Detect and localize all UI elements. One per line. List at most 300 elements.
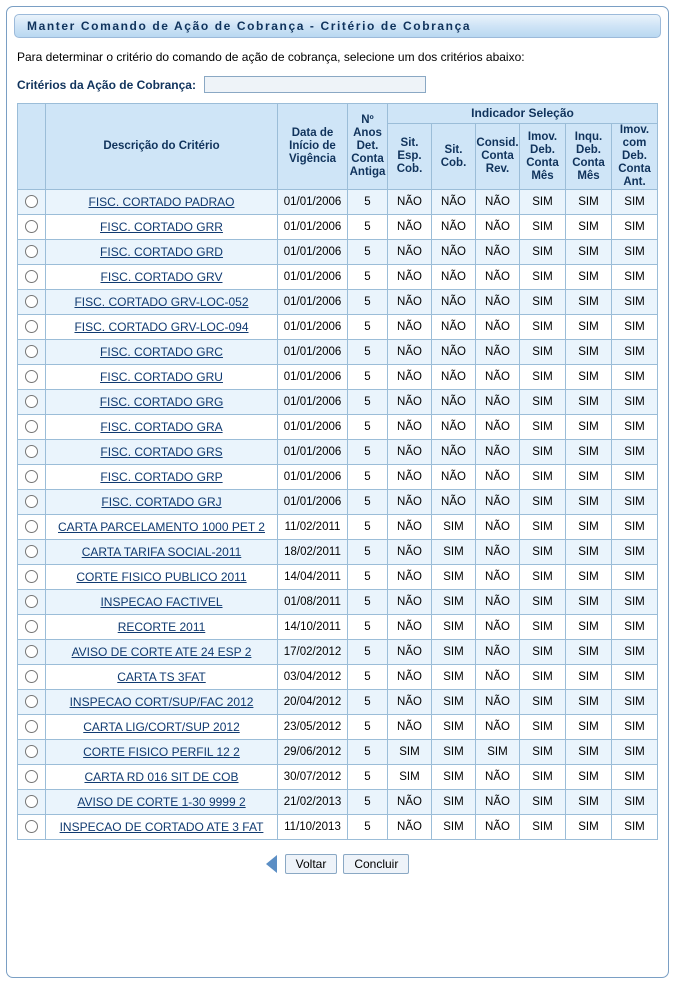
row-inqu-deb-conta-mes-cell: SIM <box>566 564 612 589</box>
row-imov-deb-conta-mes-cell: SIM <box>520 264 566 289</box>
header-indicador-selecao: Indicador Seleção <box>388 104 658 124</box>
row-descricao-link[interactable]: FISC. CORTADO GRG <box>99 394 224 409</box>
table-row[interactable] <box>18 264 658 289</box>
row-select-cell[interactable] <box>18 639 46 664</box>
concluir-button[interactable]: Concluir <box>343 854 409 874</box>
row-anos-cell: 5 <box>348 289 388 314</box>
row-descricao-link[interactable]: INSPECAO DE CORTADO ATE 3 FAT <box>59 819 264 834</box>
row-data-inicio-cell: 01/01/2006 <box>278 314 348 339</box>
row-descricao-cell[interactable] <box>46 664 278 689</box>
row-data-inicio-cell: 20/04/2012 <box>278 689 348 714</box>
row-imov-com-deb-conta-ant-cell: SIM <box>612 789 658 814</box>
row-sit-esp-cob-cell: NÃO <box>388 589 432 614</box>
row-descricao-cell[interactable] <box>46 289 278 314</box>
row-imov-deb-conta-mes-cell: SIM <box>520 389 566 414</box>
row-descricao-cell[interactable] <box>46 239 278 264</box>
row-descricao-link[interactable]: RECORTE 2011 <box>117 619 206 634</box>
row-sit-esp-cob-cell: NÃO <box>388 614 432 639</box>
row-descricao-cell[interactable] <box>46 789 278 814</box>
row-anos-cell: 5 <box>348 714 388 739</box>
row-data-inicio-cell: 03/04/2012 <box>278 664 348 689</box>
table-row[interactable] <box>18 589 658 614</box>
row-sit-cob-cell: SIM <box>432 514 476 539</box>
table-header-group-row <box>18 104 658 124</box>
row-sit-cob-cell: SIM <box>432 739 476 764</box>
row-select-cell[interactable] <box>18 339 46 364</box>
row-descricao-cell[interactable] <box>46 314 278 339</box>
row-sit-cob-cell: SIM <box>432 664 476 689</box>
row-consid-conta-rev-cell: NÃO <box>476 514 520 539</box>
row-inqu-deb-conta-mes-cell: SIM <box>566 489 612 514</box>
row-descricao-cell[interactable] <box>46 689 278 714</box>
row-imov-com-deb-conta-ant-cell: SIM <box>612 639 658 664</box>
row-inqu-deb-conta-mes-cell: SIM <box>566 739 612 764</box>
table-row[interactable] <box>18 489 658 514</box>
table-row[interactable] <box>18 289 658 314</box>
row-sit-cob-cell: SIM <box>432 764 476 789</box>
criteria-input[interactable] <box>204 76 426 93</box>
row-sit-esp-cob-cell: NÃO <box>388 414 432 439</box>
row-imov-deb-conta-mes-cell: SIM <box>520 414 566 439</box>
row-imov-deb-conta-mes-cell: SIM <box>520 814 566 839</box>
row-imov-com-deb-conta-ant-cell: SIM <box>612 664 658 689</box>
row-imov-deb-conta-mes-cell: SIM <box>520 214 566 239</box>
row-sit-cob-cell: NÃO <box>432 314 476 339</box>
row-descricao-cell[interactable] <box>46 714 278 739</box>
row-data-inicio-cell: 01/01/2006 <box>278 339 348 364</box>
row-imov-com-deb-conta-ant-cell: SIM <box>612 214 658 239</box>
row-descricao-cell[interactable] <box>46 814 278 839</box>
row-select-cell[interactable] <box>18 614 46 639</box>
row-imov-deb-conta-mes-cell: SIM <box>520 589 566 614</box>
row-descricao-cell[interactable] <box>46 189 278 214</box>
row-select-cell[interactable] <box>18 314 46 339</box>
row-descricao-cell[interactable] <box>46 389 278 414</box>
row-radio[interactable] <box>25 195 38 208</box>
row-inqu-deb-conta-mes-cell: SIM <box>566 714 612 739</box>
row-descricao-cell[interactable] <box>46 514 278 539</box>
row-anos-cell: 5 <box>348 689 388 714</box>
row-anos-cell: 5 <box>348 414 388 439</box>
row-radio[interactable] <box>25 795 38 808</box>
row-select-cell[interactable] <box>18 439 46 464</box>
row-consid-conta-rev-cell: NÃO <box>476 289 520 314</box>
row-radio[interactable] <box>25 520 38 533</box>
row-inqu-deb-conta-mes-cell: SIM <box>566 314 612 339</box>
row-imov-com-deb-conta-ant-cell: SIM <box>612 614 658 639</box>
row-anos-cell: 5 <box>348 589 388 614</box>
row-anos-cell: 5 <box>348 789 388 814</box>
row-inqu-deb-conta-mes-cell: SIM <box>566 439 612 464</box>
row-select-cell[interactable] <box>18 764 46 789</box>
row-descricao-link[interactable]: INSPECAO FACTIVEL <box>100 594 223 609</box>
criteria-table <box>17 103 658 840</box>
row-imov-com-deb-conta-ant-cell: SIM <box>612 539 658 564</box>
row-radio[interactable] <box>25 395 38 408</box>
row-data-inicio-cell: 01/01/2006 <box>278 489 348 514</box>
row-inqu-deb-conta-mes-cell: SIM <box>566 614 612 639</box>
row-data-inicio-cell: 01/01/2006 <box>278 189 348 214</box>
row-sit-esp-cob-cell: NÃO <box>388 564 432 589</box>
row-imov-com-deb-conta-ant-cell: SIM <box>612 264 658 289</box>
row-descricao-link[interactable]: FISC. CORTADO GRV-LOC-094 <box>74 319 249 334</box>
row-radio[interactable] <box>25 570 38 583</box>
row-sit-cob-cell: NÃO <box>432 364 476 389</box>
row-radio[interactable] <box>25 270 38 283</box>
row-radio[interactable] <box>25 770 38 783</box>
row-descricao-link[interactable]: FISC. CORTADO GRD <box>100 244 223 259</box>
row-anos-cell: 5 <box>348 814 388 839</box>
row-sit-cob-cell: NÃO <box>432 264 476 289</box>
row-imov-com-deb-conta-ant-cell: SIM <box>612 514 658 539</box>
row-radio[interactable] <box>25 370 38 383</box>
row-imov-deb-conta-mes-cell: SIM <box>520 739 566 764</box>
action-bar <box>7 854 668 874</box>
row-sit-esp-cob-cell: NÃO <box>388 364 432 389</box>
row-select-cell[interactable] <box>18 264 46 289</box>
header-inqu-deb-conta-mes: Inqu. Deb. Conta Mês <box>566 124 612 189</box>
row-anos-cell: 5 <box>348 314 388 339</box>
row-select-cell[interactable] <box>18 739 46 764</box>
header-imov-deb-conta-mes: Imov. Deb. Conta Mês <box>520 124 566 189</box>
table-row[interactable] <box>18 664 658 689</box>
row-imov-com-deb-conta-ant-cell: SIM <box>612 389 658 414</box>
row-anos-cell: 5 <box>348 439 388 464</box>
row-anos-cell: 5 <box>348 539 388 564</box>
row-inqu-deb-conta-mes-cell: SIM <box>566 264 612 289</box>
row-sit-cob-cell: SIM <box>432 639 476 664</box>
row-select-cell[interactable] <box>18 664 46 689</box>
row-anos-cell: 5 <box>348 564 388 589</box>
row-consid-conta-rev-cell: NÃO <box>476 314 520 339</box>
row-radio[interactable] <box>25 495 38 508</box>
row-select-cell[interactable] <box>18 789 46 814</box>
row-sit-cob-cell: NÃO <box>432 464 476 489</box>
row-data-inicio-cell: 14/04/2011 <box>278 564 348 589</box>
row-radio[interactable] <box>25 445 38 458</box>
row-anos-cell: 5 <box>348 389 388 414</box>
row-radio[interactable] <box>25 545 38 558</box>
row-consid-conta-rev-cell: NÃO <box>476 214 520 239</box>
table-row[interactable] <box>18 614 658 639</box>
table-row[interactable] <box>18 339 658 364</box>
row-radio[interactable] <box>25 220 38 233</box>
row-sit-cob-cell: NÃO <box>432 389 476 414</box>
row-imov-com-deb-conta-ant-cell: SIM <box>612 339 658 364</box>
row-descricao-cell[interactable] <box>46 264 278 289</box>
row-radio[interactable] <box>25 670 38 683</box>
row-imov-deb-conta-mes-cell: SIM <box>520 689 566 714</box>
row-descricao-cell[interactable] <box>46 364 278 389</box>
row-data-inicio-cell: 11/10/2013 <box>278 814 348 839</box>
row-radio[interactable] <box>25 720 38 733</box>
row-imov-com-deb-conta-ant-cell: SIM <box>612 314 658 339</box>
row-consid-conta-rev-cell: NÃO <box>476 189 520 214</box>
row-consid-conta-rev-cell: NÃO <box>476 764 520 789</box>
table-row[interactable] <box>18 414 658 439</box>
row-select-cell[interactable] <box>18 539 46 564</box>
row-sit-cob-cell: NÃO <box>432 189 476 214</box>
row-anos-cell: 5 <box>348 514 388 539</box>
row-select-cell[interactable] <box>18 489 46 514</box>
row-consid-conta-rev-cell: NÃO <box>476 814 520 839</box>
row-descricao-cell[interactable] <box>46 614 278 639</box>
row-select-cell[interactable] <box>18 714 46 739</box>
row-sit-esp-cob-cell: NÃO <box>388 814 432 839</box>
row-data-inicio-cell: 01/01/2006 <box>278 364 348 389</box>
row-data-inicio-cell: 30/07/2012 <box>278 764 348 789</box>
row-imov-deb-conta-mes-cell: SIM <box>520 439 566 464</box>
table-row[interactable] <box>18 564 658 589</box>
row-consid-conta-rev-cell: NÃO <box>476 389 520 414</box>
row-descricao-cell[interactable] <box>46 539 278 564</box>
row-descricao-link[interactable]: FISC. CORTADO GRA <box>100 419 223 434</box>
row-imov-com-deb-conta-ant-cell: SIM <box>612 564 658 589</box>
row-select-cell[interactable] <box>18 239 46 264</box>
row-descricao-cell[interactable] <box>46 564 278 589</box>
row-descricao-link[interactable]: FISC. CORTADO GRU <box>100 369 223 384</box>
row-select-cell[interactable] <box>18 814 46 839</box>
row-consid-conta-rev-cell: NÃO <box>476 539 520 564</box>
table-row[interactable] <box>18 189 658 214</box>
row-sit-esp-cob-cell: NÃO <box>388 439 432 464</box>
row-radio[interactable] <box>25 620 38 633</box>
table-row[interactable] <box>18 389 658 414</box>
header-data-inicio: Data de Início de Vigência <box>278 104 348 190</box>
row-descricao-cell[interactable] <box>46 439 278 464</box>
row-consid-conta-rev-cell: NÃO <box>476 489 520 514</box>
row-descricao-link[interactable]: CORTE FISICO PERFIL 12 2 <box>83 744 240 759</box>
table-row[interactable] <box>18 464 658 489</box>
row-descricao-link[interactable]: FISC. CORTADO GRC <box>100 344 223 359</box>
row-sit-esp-cob-cell: NÃO <box>388 389 432 414</box>
row-data-inicio-cell: 18/02/2011 <box>278 539 348 564</box>
row-sit-esp-cob-cell: NÃO <box>388 664 432 689</box>
row-inqu-deb-conta-mes-cell: SIM <box>566 589 612 614</box>
row-radio[interactable] <box>25 745 38 758</box>
row-sit-esp-cob-cell: NÃO <box>388 189 432 214</box>
row-radio[interactable] <box>25 595 38 608</box>
row-imov-deb-conta-mes-cell: SIM <box>520 539 566 564</box>
row-descricao-link[interactable]: CARTA TS 3FAT <box>117 669 206 684</box>
row-descricao-link[interactable]: AVISO DE CORTE 1-30 9999 2 <box>77 794 246 809</box>
header-sit-cob: Sit. Cob. <box>432 124 476 189</box>
row-descricao-link[interactable]: INSPECAO CORT/SUP/FAC 2012 <box>69 694 254 709</box>
row-descricao-link[interactable]: FISC. CORTADO GRS <box>100 444 223 459</box>
row-inqu-deb-conta-mes-cell: SIM <box>566 764 612 789</box>
row-sit-esp-cob-cell: NÃO <box>388 314 432 339</box>
row-radio[interactable] <box>25 295 38 308</box>
row-descricao-cell[interactable] <box>46 339 278 364</box>
row-imov-deb-conta-mes-cell: SIM <box>520 714 566 739</box>
row-anos-cell: 5 <box>348 189 388 214</box>
row-anos-cell: 5 <box>348 489 388 514</box>
row-data-inicio-cell: 23/05/2012 <box>278 714 348 739</box>
header-anos: Nº Anos Det. Conta Antiga <box>348 104 388 190</box>
row-select-cell[interactable] <box>18 689 46 714</box>
row-imov-com-deb-conta-ant-cell: SIM <box>612 289 658 314</box>
row-select-cell[interactable] <box>18 589 46 614</box>
table-row[interactable] <box>18 439 658 464</box>
row-descricao-link[interactable]: CARTA PARCELAMENTO 1000 PET 2 <box>58 519 265 534</box>
row-sit-cob-cell: NÃO <box>432 489 476 514</box>
row-radio[interactable] <box>25 420 38 433</box>
row-inqu-deb-conta-mes-cell: SIM <box>566 214 612 239</box>
table-row[interactable] <box>18 764 658 789</box>
row-imov-com-deb-conta-ant-cell: SIM <box>612 689 658 714</box>
row-imov-deb-conta-mes-cell: SIM <box>520 289 566 314</box>
row-consid-conta-rev-cell: NÃO <box>476 414 520 439</box>
row-anos-cell: 5 <box>348 639 388 664</box>
table-row[interactable] <box>18 739 658 764</box>
row-descricao-cell[interactable] <box>46 414 278 439</box>
row-anos-cell: 5 <box>348 339 388 364</box>
row-descricao-cell[interactable] <box>46 764 278 789</box>
row-select-cell[interactable] <box>18 189 46 214</box>
row-descricao-link[interactable]: FISC. CORTADO GRV-LOC-052 <box>74 294 249 309</box>
row-imov-deb-conta-mes-cell: SIM <box>520 239 566 264</box>
row-sit-esp-cob-cell: NÃO <box>388 339 432 364</box>
row-sit-cob-cell: NÃO <box>432 439 476 464</box>
row-select-cell[interactable] <box>18 289 46 314</box>
row-select-cell[interactable] <box>18 364 46 389</box>
table-row[interactable] <box>18 214 658 239</box>
table-row[interactable] <box>18 239 658 264</box>
row-data-inicio-cell: 01/01/2006 <box>278 239 348 264</box>
row-data-inicio-cell: 01/01/2006 <box>278 289 348 314</box>
header-select <box>18 104 46 190</box>
row-sit-cob-cell: NÃO <box>432 289 476 314</box>
row-consid-conta-rev-cell: NÃO <box>476 464 520 489</box>
row-descricao-link[interactable]: FISC. CORTADO GRV <box>100 269 223 284</box>
row-consid-conta-rev-cell: NÃO <box>476 664 520 689</box>
row-imov-deb-conta-mes-cell: SIM <box>520 189 566 214</box>
row-descricao-link[interactable]: CARTA LIG/CORT/SUP 2012 <box>83 719 240 734</box>
row-sit-esp-cob-cell: NÃO <box>388 714 432 739</box>
table-row[interactable] <box>18 789 658 814</box>
row-imov-com-deb-conta-ant-cell: SIM <box>612 439 658 464</box>
row-imov-com-deb-conta-ant-cell: SIM <box>612 714 658 739</box>
row-descricao-cell[interactable] <box>46 639 278 664</box>
row-radio[interactable] <box>25 345 38 358</box>
window-title-bar <box>14 14 661 38</box>
row-descricao-link[interactable]: CARTA TARIFA SOCIAL-2011 <box>81 544 242 559</box>
table-row[interactable] <box>18 689 658 714</box>
row-descricao-link[interactable]: CARTA RD 016 SIT DE COB <box>84 769 239 784</box>
row-sit-esp-cob-cell: NÃO <box>388 689 432 714</box>
window-frame <box>6 6 669 978</box>
row-data-inicio-cell: 11/02/2011 <box>278 514 348 539</box>
row-consid-conta-rev-cell: NÃO <box>476 239 520 264</box>
row-descricao-link[interactable]: FISC. CORTADO PADRAO <box>88 194 235 209</box>
row-sit-cob-cell: SIM <box>432 689 476 714</box>
row-descricao-cell[interactable] <box>46 464 278 489</box>
row-imov-deb-conta-mes-cell: SIM <box>520 489 566 514</box>
row-radio[interactable] <box>25 245 38 258</box>
voltar-button[interactable]: Voltar <box>285 854 338 874</box>
table-row[interactable] <box>18 539 658 564</box>
row-select-cell[interactable] <box>18 214 46 239</box>
table-body <box>18 189 658 839</box>
row-descricao-link[interactable]: CORTE FISICO PUBLICO 2011 <box>76 569 247 584</box>
table-row[interactable] <box>18 514 658 539</box>
row-consid-conta-rev-cell: NÃO <box>476 339 520 364</box>
row-imov-com-deb-conta-ant-cell: SIM <box>612 189 658 214</box>
header-consid-conta-rev: Consid. Conta Rev. <box>476 124 520 189</box>
row-sit-esp-cob-cell: NÃO <box>388 264 432 289</box>
table-row[interactable] <box>18 314 658 339</box>
row-radio[interactable] <box>25 470 38 483</box>
row-descricao-link[interactable]: FISC. CORTADO GRP <box>100 469 223 484</box>
row-anos-cell: 5 <box>348 739 388 764</box>
row-sit-cob-cell: NÃO <box>432 339 476 364</box>
row-select-cell[interactable] <box>18 389 46 414</box>
row-inqu-deb-conta-mes-cell: SIM <box>566 539 612 564</box>
table-row[interactable] <box>18 364 658 389</box>
table-row[interactable] <box>18 714 658 739</box>
row-sit-esp-cob-cell: NÃO <box>388 514 432 539</box>
row-data-inicio-cell: 21/02/2013 <box>278 789 348 814</box>
row-imov-deb-conta-mes-cell: SIM <box>520 339 566 364</box>
row-sit-esp-cob-cell: NÃO <box>388 789 432 814</box>
row-descricao-link[interactable]: FISC. CORTADO GRR <box>100 219 223 234</box>
row-select-cell[interactable] <box>18 414 46 439</box>
row-consid-conta-rev-cell: NÃO <box>476 364 520 389</box>
row-descricao-cell[interactable] <box>46 489 278 514</box>
row-consid-conta-rev-cell: NÃO <box>476 589 520 614</box>
row-imov-deb-conta-mes-cell: SIM <box>520 464 566 489</box>
row-descricao-cell[interactable] <box>46 214 278 239</box>
page-title: Manter Comando de Ação de Cobrança - Critério de Cobrança <box>27 19 472 33</box>
row-data-inicio-cell: 01/08/2011 <box>278 589 348 614</box>
row-consid-conta-rev-cell: SIM <box>476 739 520 764</box>
row-sit-esp-cob-cell: NÃO <box>388 539 432 564</box>
row-sit-cob-cell: SIM <box>432 539 476 564</box>
row-inqu-deb-conta-mes-cell: SIM <box>566 514 612 539</box>
row-select-cell[interactable] <box>18 564 46 589</box>
row-descricao-cell[interactable] <box>46 739 278 764</box>
row-select-cell[interactable] <box>18 514 46 539</box>
row-radio[interactable] <box>25 695 38 708</box>
row-data-inicio-cell: 01/01/2006 <box>278 264 348 289</box>
row-radio[interactable] <box>25 820 38 833</box>
row-sit-cob-cell: SIM <box>432 789 476 814</box>
row-radio[interactable] <box>25 645 38 658</box>
back-arrow-icon[interactable] <box>266 855 277 873</box>
row-radio[interactable] <box>25 320 38 333</box>
row-anos-cell: 5 <box>348 764 388 789</box>
row-anos-cell: 5 <box>348 239 388 264</box>
row-consid-conta-rev-cell: NÃO <box>476 564 520 589</box>
row-consid-conta-rev-cell: NÃO <box>476 689 520 714</box>
row-descricao-cell[interactable] <box>46 589 278 614</box>
row-data-inicio-cell: 14/10/2011 <box>278 614 348 639</box>
row-sit-cob-cell: NÃO <box>432 214 476 239</box>
row-descricao-link[interactable]: FISC. CORTADO GRJ <box>101 494 222 509</box>
row-imov-com-deb-conta-ant-cell: SIM <box>612 464 658 489</box>
row-imov-deb-conta-mes-cell: SIM <box>520 614 566 639</box>
row-imov-com-deb-conta-ant-cell: SIM <box>612 814 658 839</box>
row-descricao-link[interactable]: AVISO DE CORTE ATE 24 ESP 2 <box>71 644 252 659</box>
row-imov-deb-conta-mes-cell: SIM <box>520 664 566 689</box>
row-select-cell[interactable] <box>18 464 46 489</box>
table-row[interactable] <box>18 639 658 664</box>
row-imov-com-deb-conta-ant-cell: SIM <box>612 589 658 614</box>
row-sit-cob-cell: SIM <box>432 614 476 639</box>
row-consid-conta-rev-cell: NÃO <box>476 614 520 639</box>
row-imov-com-deb-conta-ant-cell: SIM <box>612 739 658 764</box>
table-row[interactable] <box>18 814 658 839</box>
